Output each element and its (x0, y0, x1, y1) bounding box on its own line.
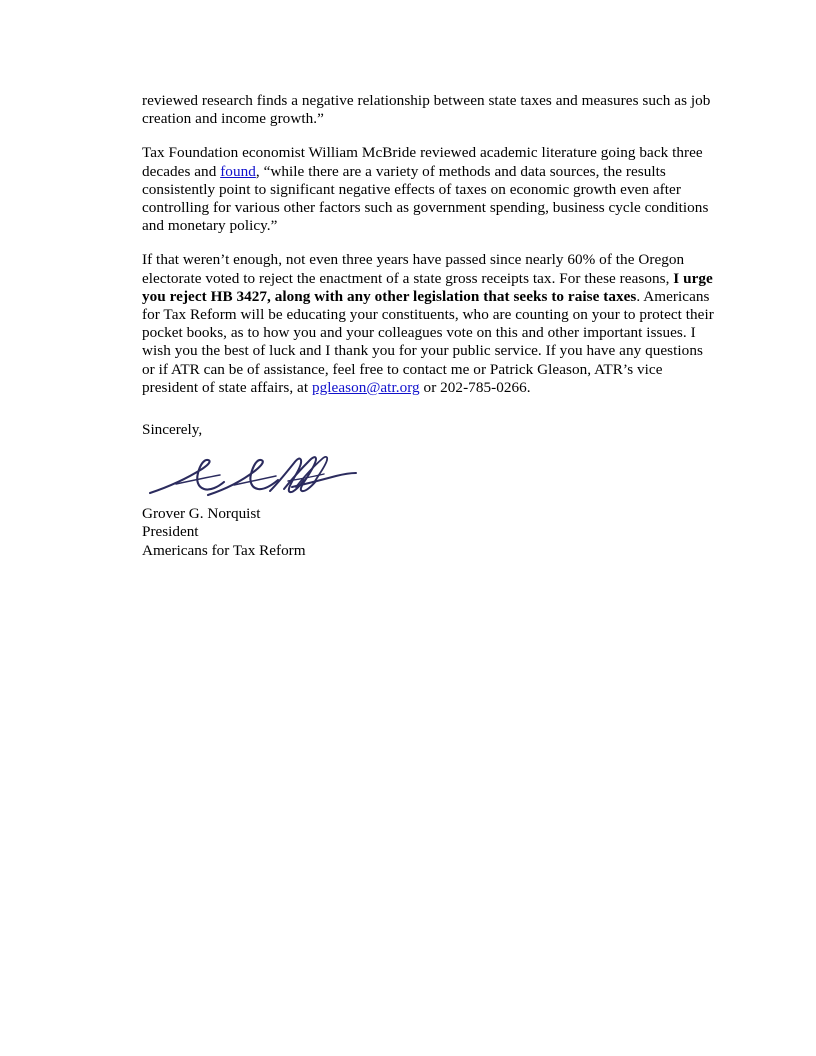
letter-body (142, 92, 716, 560)
paragraph-2 (142, 144, 716, 235)
salutation-closing: Sincerely, (142, 421, 203, 439)
paragraph-3-bold-call-to-action: I urge you reject HB 3427, along with any other legislation that seeks to raise taxes (142, 269, 713, 305)
paragraph-3-segment-3: or 202-785-0266. (419, 378, 531, 396)
signature-block (142, 505, 716, 560)
signer-organization: Americans for Tax Reform (142, 541, 306, 559)
signer-name: Grover G. Norquist (142, 505, 261, 523)
signer-title: President (142, 523, 199, 541)
paragraph-3 (142, 251, 716, 397)
handwritten-signature-icon (146, 451, 366, 505)
paragraph-1 (142, 92, 716, 128)
paragraph-3-segment-1: If that weren’t enough, not even three years have passed since nearly 60% of the Oregon electorate voted to reject the enactment of a state gross receipts tax. For these reasons, (142, 251, 685, 287)
paragraph-2-after-link: , “while there are a variety of methods and data sources, the results consistently point to significant negative effects of taxes on economic growth even after controlling for various other factors such as government spending, business cycle conditions and monetary policy.” (142, 162, 709, 235)
paragraph-2-before-link: Tax Foundation economist William McBride reviewed academic literature going back three decades and (142, 144, 703, 180)
paragraph-3-segment-2: . Americans for Tax Reform will be educating your constituents, who are counting on your to protect their pocket books, as to how you and your colleagues vote on this and other important issues. I wish you the best of luck and I thank you for your public service. If you have any questions or if ATR can be of assistance, feel free to contact me or Patrick Gleason, ATR’s vice president of state affairs, at (142, 287, 714, 396)
paragraph-1-text: reviewed research finds a negative relationship between state taxes and measures such as job creation and income growth.” (142, 92, 711, 128)
signature-image (146, 451, 716, 505)
found-hyperlink[interactable]: found (220, 162, 256, 180)
email-hyperlink[interactable]: pgleason@atr.org (311, 378, 420, 396)
